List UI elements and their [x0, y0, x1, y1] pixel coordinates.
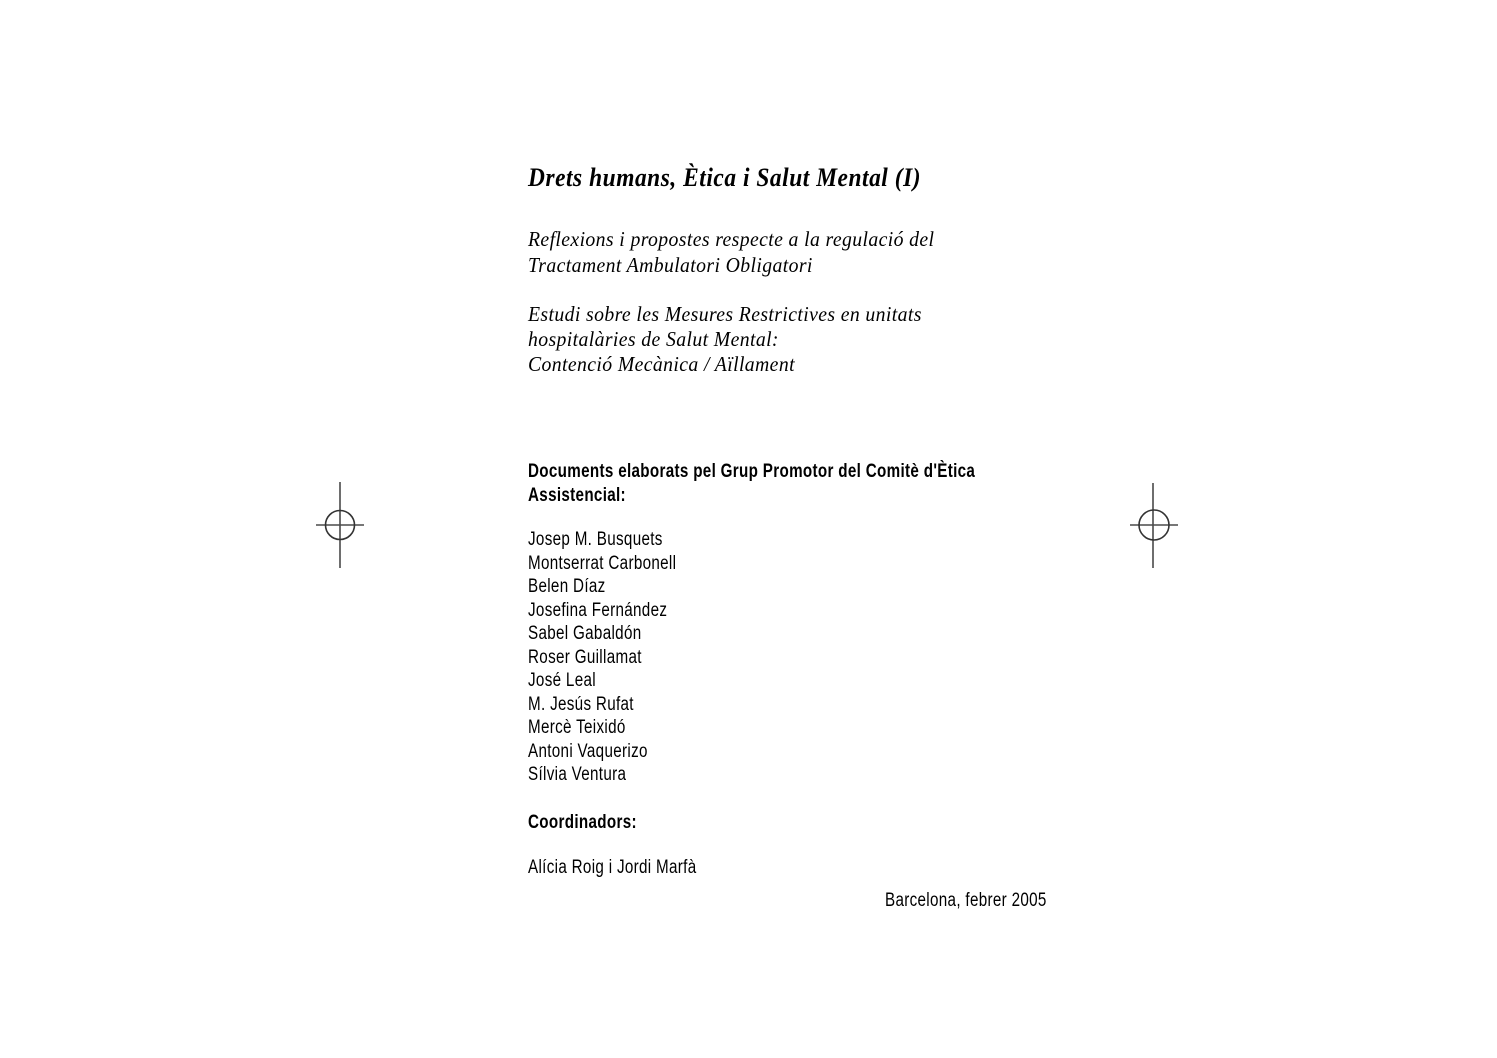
left-registration-mark: [290, 475, 390, 575]
study-line: Contenció Mecànica / Aïllament: [528, 352, 795, 376]
authors-heading-line: Documents elaborats pel Grup Promotor del Comitè d'Ètica: [528, 461, 976, 482]
study-line: Estudi sobre les Mesures Restrictives en unitats: [528, 302, 922, 326]
author-name: Josefina Fernández: [528, 599, 668, 621]
author-name: Belen Díaz: [528, 576, 606, 597]
author-name: Roser Guillamat: [528, 646, 642, 668]
document-title: Drets humans, Ètica i Salut Mental (I): [528, 163, 922, 192]
coordinators-names: Alícia Roig i Jordi Marfà: [528, 857, 697, 878]
place-date: Barcelona, febrer 2005: [885, 890, 1047, 911]
author-name: Antoni Vaquerizo: [528, 740, 648, 762]
subtitle-line: Tractament Ambulatori Obligatori: [528, 253, 813, 277]
authors-heading-line: Assistencial:: [528, 484, 626, 506]
authors-heading: [528, 460, 975, 507]
author-name: Sabel Gabaldón: [528, 623, 642, 644]
author-name: Josep M. Busquets: [528, 529, 663, 550]
authors-list: [528, 528, 676, 787]
author-name: Mercè Teixidó: [528, 717, 626, 738]
study-line: hospitalàries de Salut Mental:: [528, 327, 779, 351]
subtitle-line: Reflexions i propostes respecte a la regulació del: [528, 227, 935, 251]
right-registration-mark: [1103, 475, 1203, 575]
coordinators-heading: Coordinadors:: [528, 812, 637, 833]
author-name: Sílvia Ventura: [528, 764, 627, 785]
author-name: Montserrat Carbonell: [528, 552, 677, 574]
subtitle-block: [528, 226, 934, 278]
study-block: [528, 302, 922, 377]
author-name: José Leal: [528, 670, 596, 691]
author-name: M. Jesús Rufat: [528, 693, 634, 715]
